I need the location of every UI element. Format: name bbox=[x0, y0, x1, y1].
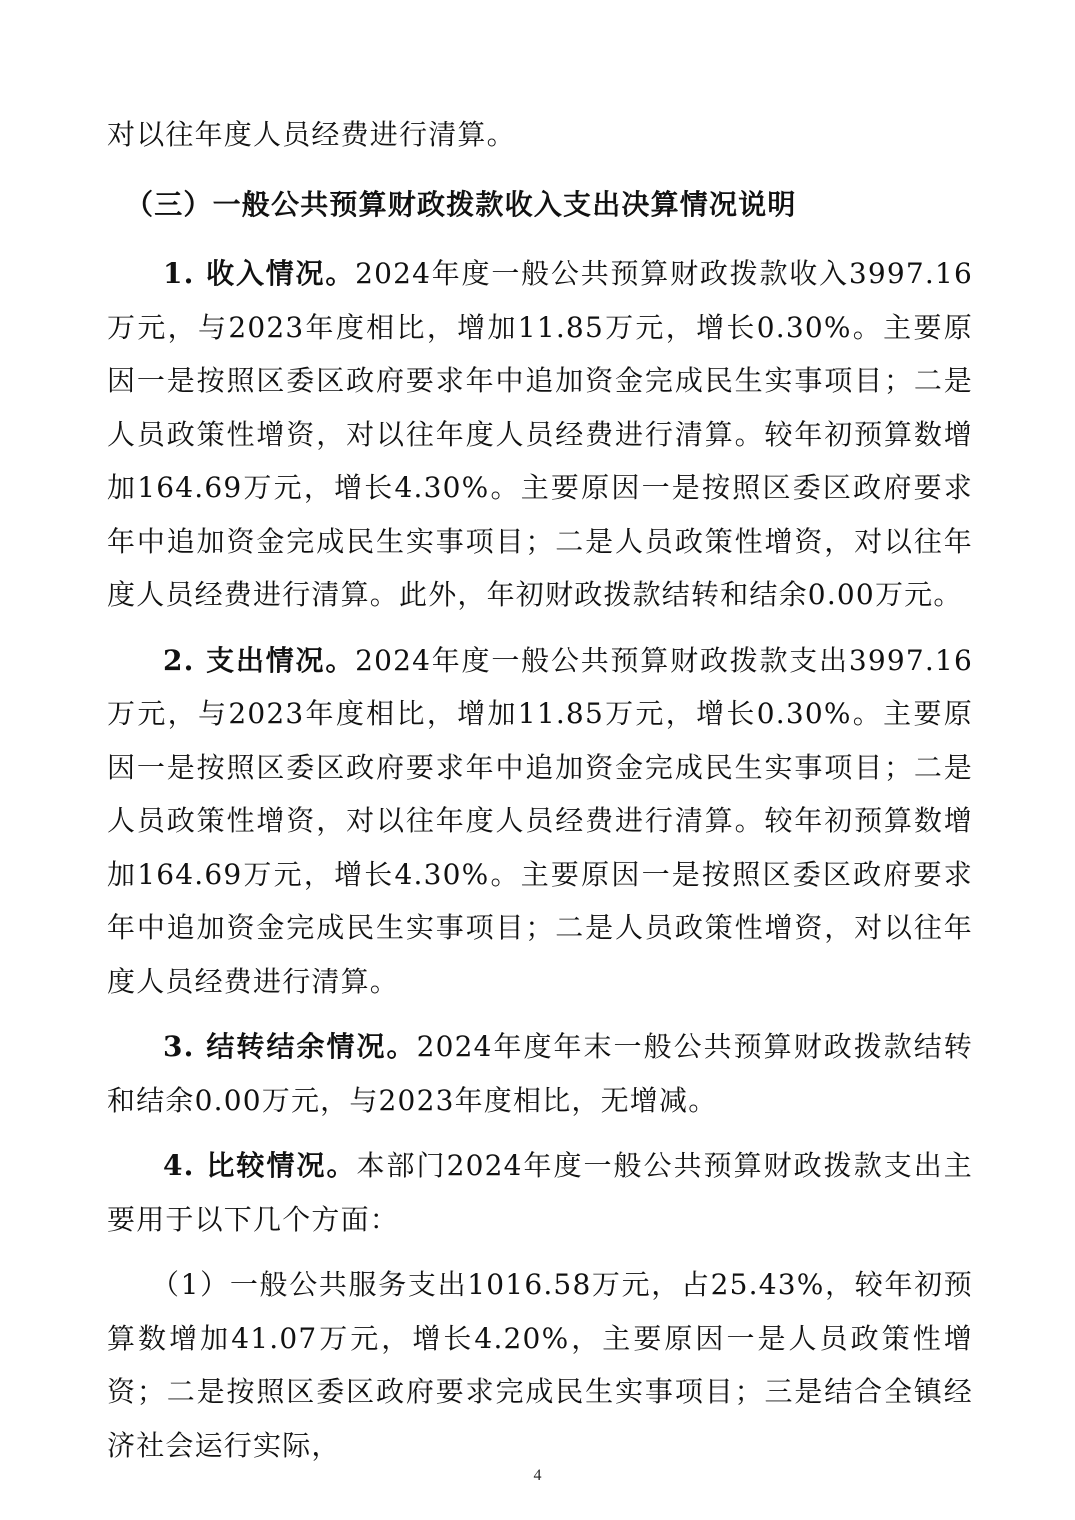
paragraph-text-income: 2024年度一般公共预算财政拨款收入3997.16万元，与2023年度相比，增加11.85万元，增长0.30%。主要原因一是按照区委区政府要求年中追加资金完成民生实事项目；二是人员政策性增资，对以往年度人员经费进行清算。较年初预算数增加164.69万元，增长4.30%。主要原因一是按照区委区政府要求年中追加资金完成民生实事项目；二是人员政策性增资，对以往年度人员经费进行清算。此外，年初财政拨款结转和结余0.00万元。 bbox=[107, 257, 973, 611]
spacer bbox=[107, 1008, 973, 1020]
paragraph-continuation: 对以往年度人员经费进行清算。 bbox=[107, 118, 516, 151]
paragraph-general-services: （1）一般公共服务支出1016.58万元，占25.43%，较年初预算数增加41.07万元，增长4.20%，主要原因一是人员政策性增资；二是按照区委区政府要求完成民生实事项目；三是结合全镇经济社会运行实际， bbox=[107, 1268, 973, 1462]
paragraph-carryover bbox=[107, 1020, 973, 1127]
page-number: 4 bbox=[533, 1467, 542, 1484]
spacer bbox=[107, 162, 973, 174]
section-heading: （三）一般公共预算财政拨款收入支出决算情况说明 bbox=[125, 187, 797, 221]
spacer bbox=[107, 622, 973, 634]
spacer bbox=[107, 235, 973, 247]
paragraph-lead-comparison: 4. 比较情况。 bbox=[163, 1149, 357, 1182]
paragraph-income bbox=[107, 247, 973, 622]
paragraph-text-comparison: 本部门2024年度一般公共预算财政拨款支出主要用于以下几个方面： bbox=[107, 1149, 973, 1236]
paragraph-lead-expenditure: 2. 支出情况。 bbox=[163, 643, 356, 677]
paragraph-text-carryover: 2024年度年末一般公共预算财政拨款结转和结余0.00万元，与2023年度相比，无增减。 bbox=[107, 1030, 974, 1117]
document-body bbox=[107, 108, 973, 1472]
paragraph-lead-income: 1. 收入情况。 bbox=[163, 257, 356, 290]
spacer bbox=[107, 1127, 973, 1139]
paragraph-expenditure bbox=[107, 634, 973, 1009]
paragraph-comparison bbox=[107, 1139, 973, 1246]
spacer bbox=[107, 1246, 973, 1258]
paragraph-text-expenditure: 2024年度一般公共预算财政拨款支出3997.16万元，与2023年度相比，增加11.85万元，增长0.30%。主要原因一是按照区委区政府要求年中追加资金完成民生实事项目；二是人员政策性增资，对以往年度人员经费进行清算。较年初预算数增加164.69万元，增长4.30%。主要原因一是按照区委区政府要求年中追加资金完成民生实事项目；二是人员政策性增资，对以往年度人员经费进行清算。 bbox=[107, 643, 973, 998]
paragraph-lead-carryover: 3. 结转结余情况。 bbox=[163, 1030, 417, 1063]
